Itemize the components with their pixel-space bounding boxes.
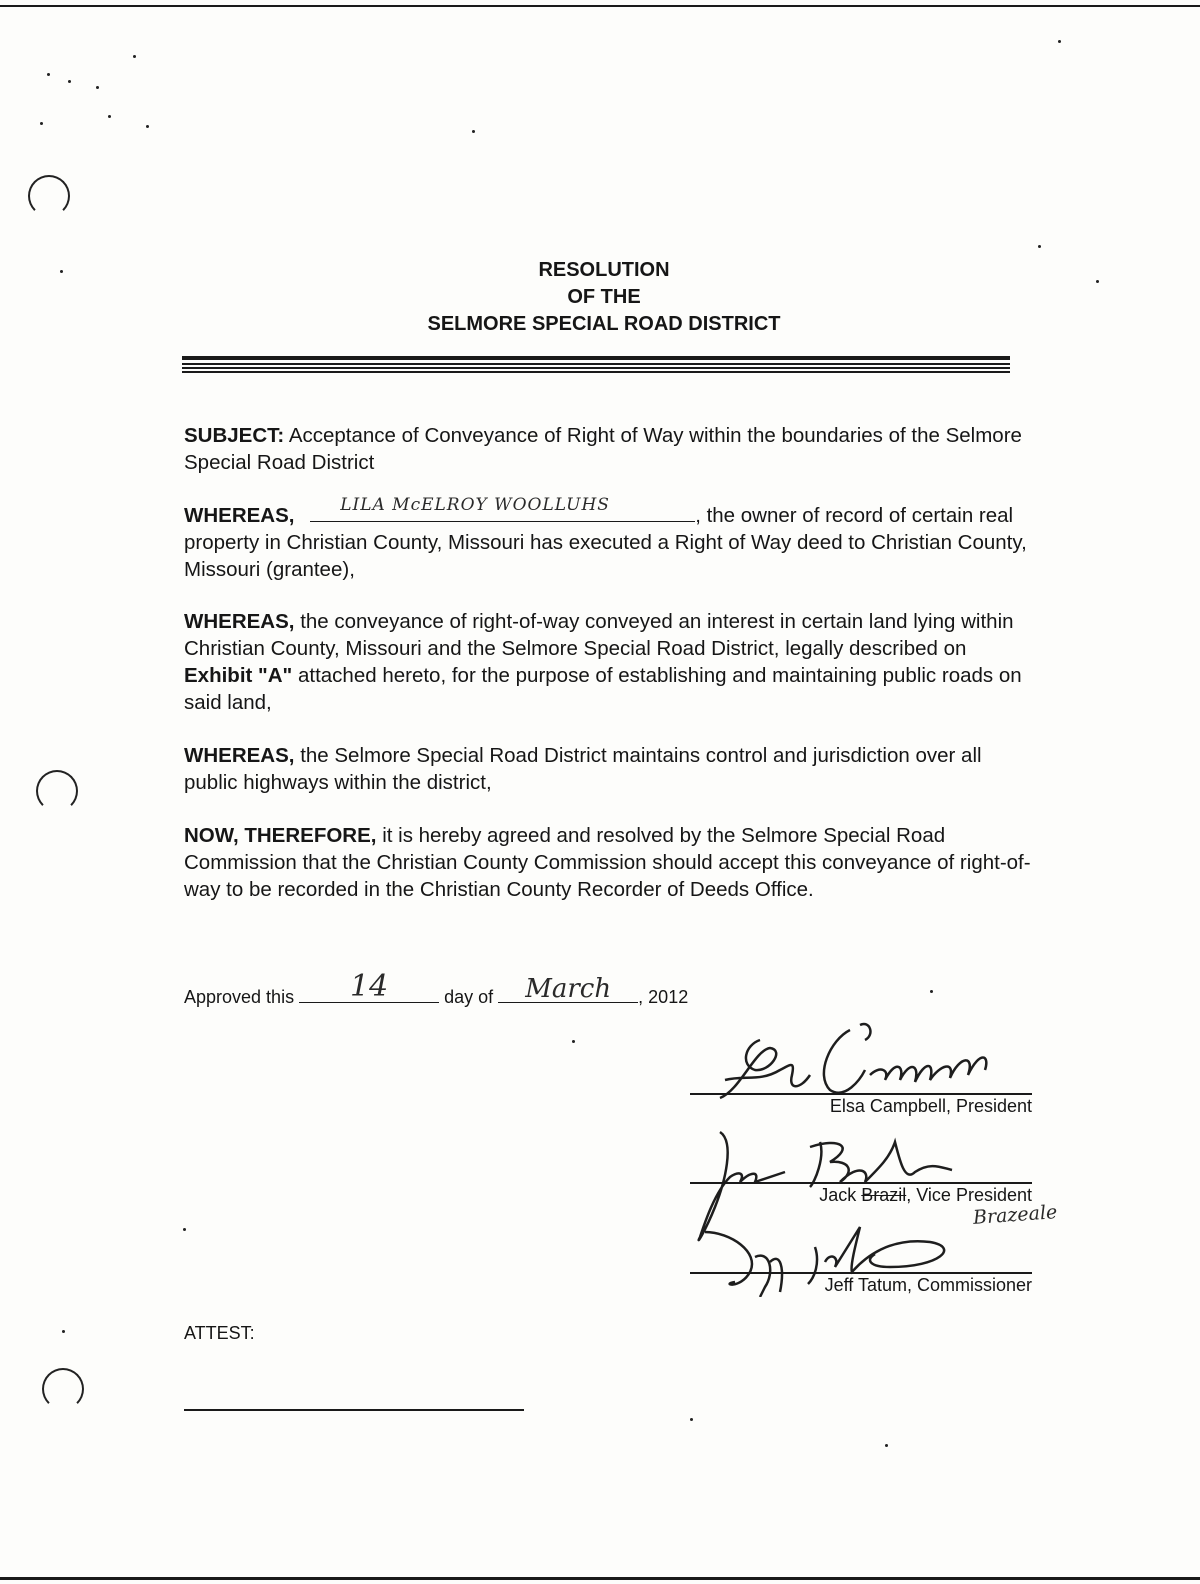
exhibit-reference: Exhibit "A" (184, 664, 293, 687)
signature-line (690, 1272, 1032, 1274)
whereas-label: WHEREAS, (184, 504, 295, 527)
signatory-name: Jeff Tatum, Commissioner (824, 1275, 1032, 1295)
scan-speck (690, 1418, 693, 1421)
scan-speck (885, 1444, 888, 1447)
whereas-paragraph-1 (184, 495, 1034, 583)
subject-text: Acceptance of Conveyance of Right of Way within the boundaries of the Selmore Special Road District (184, 424, 1022, 474)
document-title (300, 257, 908, 338)
surname-correction-handwritten: Brazeale (972, 1201, 1058, 1229)
scan-speck (40, 122, 43, 125)
subject-label: SUBJECT: (184, 424, 285, 447)
whereas-2-text-before: the conveyance of right-of-way conveyed an interest in certain land lying within Christian County, Missouri and the Selmore Special Road District, legally described on (184, 610, 1014, 660)
title-rule-thick (182, 356, 1010, 360)
whereas-3-text: the Selmore Special Road District maintains control and jurisdiction over all public highways within the district, (184, 744, 982, 794)
signatory-name: Elsa Campbell, President (829, 1096, 1032, 1116)
signatory-title: , Vice President (906, 1185, 1032, 1205)
punch-hole (36, 770, 78, 812)
scan-speck (1058, 40, 1061, 43)
scan-speck (133, 55, 136, 58)
owner-name-handwritten: LILA McELROY WOOLLUHS (340, 495, 610, 515)
scan-speck (1038, 245, 1041, 248)
scan-speck (1096, 280, 1099, 283)
title-rule (182, 363, 1010, 365)
signature-line (690, 1093, 1032, 1095)
now-therefore-label: NOW, THEREFORE, (184, 824, 377, 847)
title-line-3: SELMORE SPECIAL ROAD DISTRICT (427, 313, 781, 335)
now-therefore-text: it is hereby agreed and resolved by the Selmore Special Road Commission that the Christian County Commission should accept this conveyance of right-of-way to be recorded in the Christian County Recorder of Deeds Office. (184, 824, 1031, 901)
signature-line (690, 1182, 1032, 1184)
scan-bottom-edge (0, 1577, 1200, 1580)
signatory-first-name: Jack (819, 1185, 862, 1205)
subject-paragraph (184, 422, 1034, 476)
scan-speck (96, 86, 99, 89)
now-therefore-paragraph (184, 822, 1034, 903)
punch-hole (28, 175, 70, 217)
scan-speck (572, 1040, 575, 1043)
signatory-name (819, 1185, 1032, 1206)
scan-top-edge (0, 5, 1200, 7)
scan-speck (47, 73, 50, 76)
whereas-paragraph-2 (184, 608, 1034, 716)
title-rule (182, 367, 1010, 369)
scan-speck (62, 1330, 65, 1333)
punch-hole (42, 1368, 84, 1410)
scan-speck (60, 270, 63, 273)
day-handwritten: 14 (350, 969, 389, 1004)
struck-surname: Brazil (861, 1185, 907, 1205)
attest-label: ATTEST: (184, 1323, 255, 1343)
scan-speck (930, 990, 933, 993)
whereas-label: WHEREAS, (184, 744, 295, 767)
month-handwritten: March (525, 974, 612, 1004)
whereas-paragraph-3 (184, 742, 1034, 796)
attest-signature-line (184, 1409, 524, 1411)
month-blank (498, 974, 638, 1004)
approved-middle: day of (444, 987, 494, 1007)
approval-date-line (184, 969, 689, 1008)
scan-speck (108, 115, 111, 118)
whereas-2-text-after: attached hereto, for the purpose of establishing and maintaining public roads on said land, (184, 664, 1022, 714)
scan-speck (68, 80, 71, 83)
scan-speck (472, 130, 475, 133)
scan-speck (146, 125, 149, 128)
day-blank (299, 969, 439, 1004)
whereas-1-text: , the owner of record of certain real property in Christian County, Missouri has executed a Right of Way deed to Christian County, Missouri (grantee), (184, 504, 1027, 581)
approved-year: , 2012 (638, 987, 689, 1007)
title-line-2: OF THE (567, 286, 641, 308)
title-line-1: RESOLUTION (538, 259, 670, 281)
owner-name-blank (310, 495, 695, 522)
title-rule (182, 371, 1010, 373)
approved-prefix: Approved this (184, 987, 295, 1007)
scan-speck (183, 1228, 186, 1231)
whereas-label: WHEREAS, (184, 610, 295, 633)
